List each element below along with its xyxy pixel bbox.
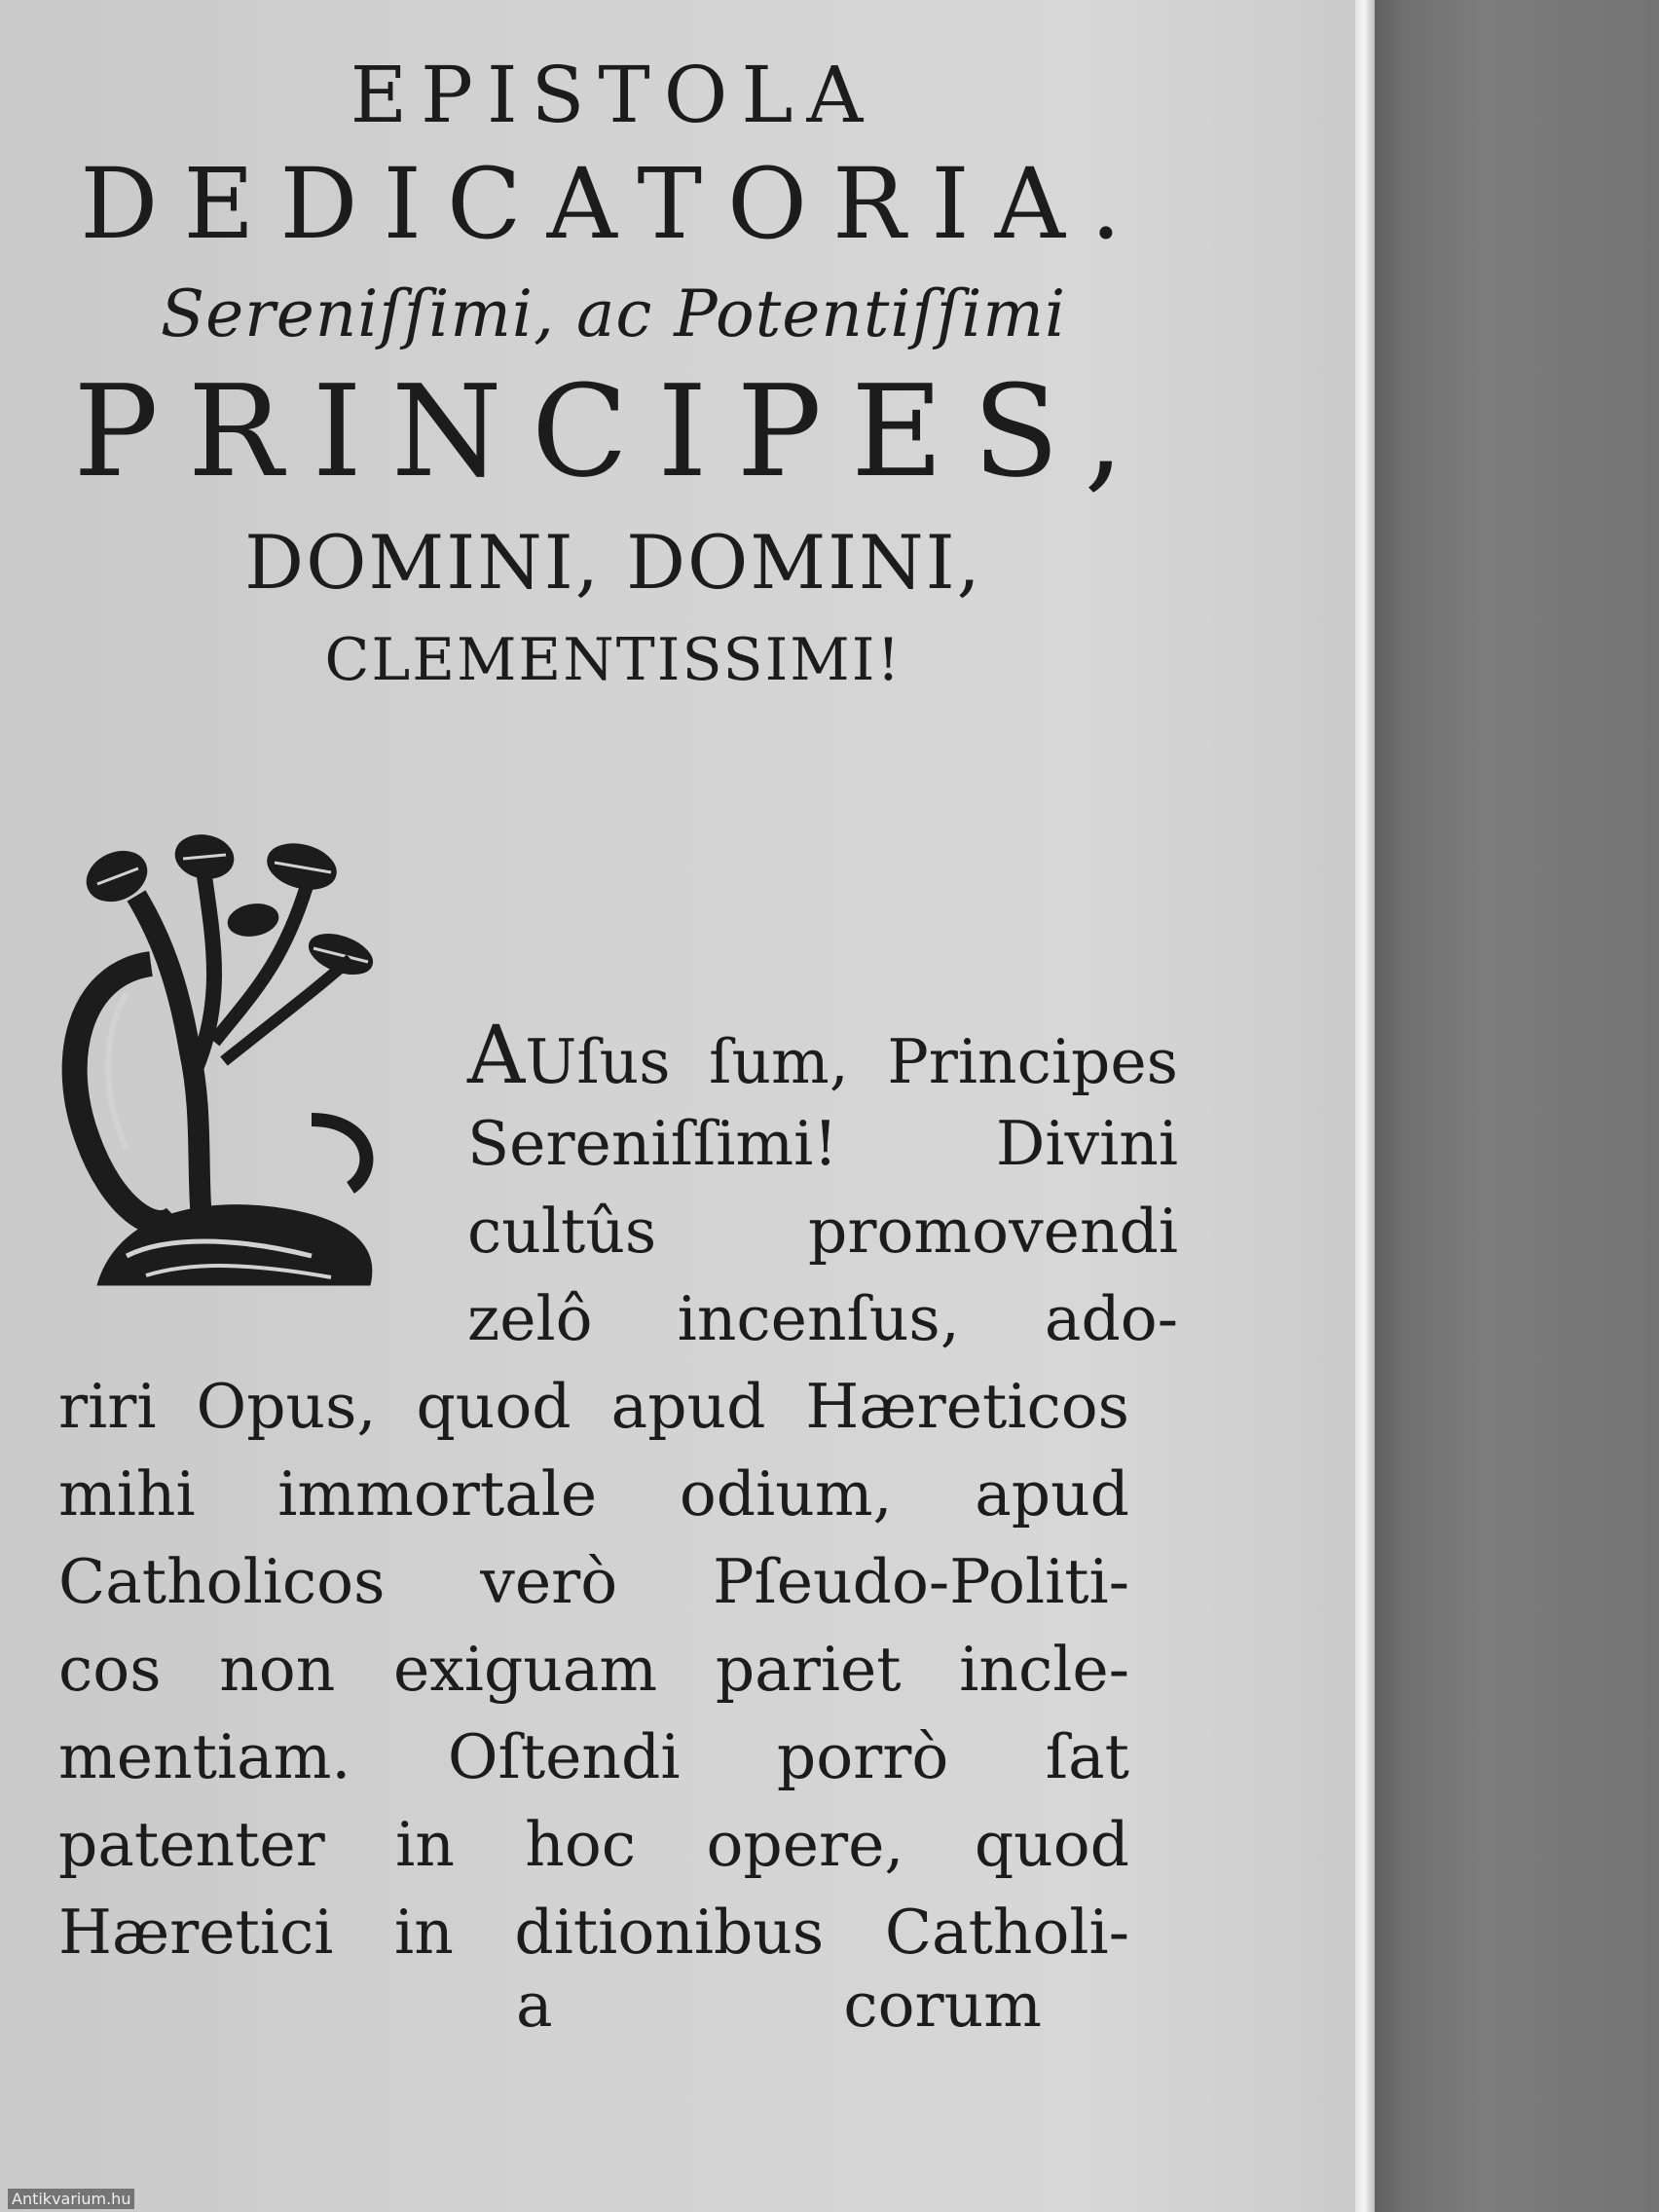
text-line: mentiam. Oſtendi porrò ſat bbox=[58, 1721, 1129, 1792]
background-surface bbox=[1363, 0, 1659, 2212]
heading-clementissimi: CLEMENTISSIMI! bbox=[324, 626, 903, 694]
text-line bbox=[467, 1010, 1178, 1102]
woodcut-foliage-initial-icon bbox=[58, 828, 409, 1305]
text-line: zelô incenſus, ado- bbox=[467, 1283, 1178, 1354]
text-line: cultûs promovendi bbox=[467, 1196, 1178, 1267]
text-line: mihi immortale odium, apud bbox=[58, 1458, 1129, 1530]
heading-principes: PRINCIPES, bbox=[73, 357, 1154, 505]
text-line: Catholicos verò Pſeudo-Politi- bbox=[58, 1546, 1129, 1617]
text-line: riri Opus, quod apud Hæreticos bbox=[58, 1371, 1129, 1442]
catchword: corum bbox=[843, 1970, 1042, 2041]
text-line-content: Uſus ſum, Principes bbox=[525, 1026, 1178, 1097]
text-line: Sereniſſimi! Divini bbox=[467, 1108, 1178, 1179]
page-edge bbox=[1355, 0, 1375, 2212]
signature-mark: a bbox=[516, 1970, 553, 2041]
heading-epistola: EPISTOLA bbox=[350, 50, 877, 140]
watermark-label: Antikvarium.hu bbox=[8, 2189, 134, 2209]
text-line: patenter in hoc opere, quod bbox=[58, 1809, 1129, 1880]
heading-domini: DOMINI, DOMINI, bbox=[244, 519, 982, 606]
heading-dedicatoria: DEDICATORIA. bbox=[80, 147, 1147, 261]
text-line: cos non exiguam pariet incle- bbox=[58, 1634, 1129, 1705]
text-line: Hæretici in ditionibus Catholi- bbox=[58, 1897, 1129, 1968]
drop-cap-letter: A bbox=[467, 1010, 526, 1102]
page-footer-row bbox=[458, 1962, 1042, 2049]
heading-serenissimi: Sereniſſimi, ac Potentiſſimi bbox=[160, 276, 1067, 351]
